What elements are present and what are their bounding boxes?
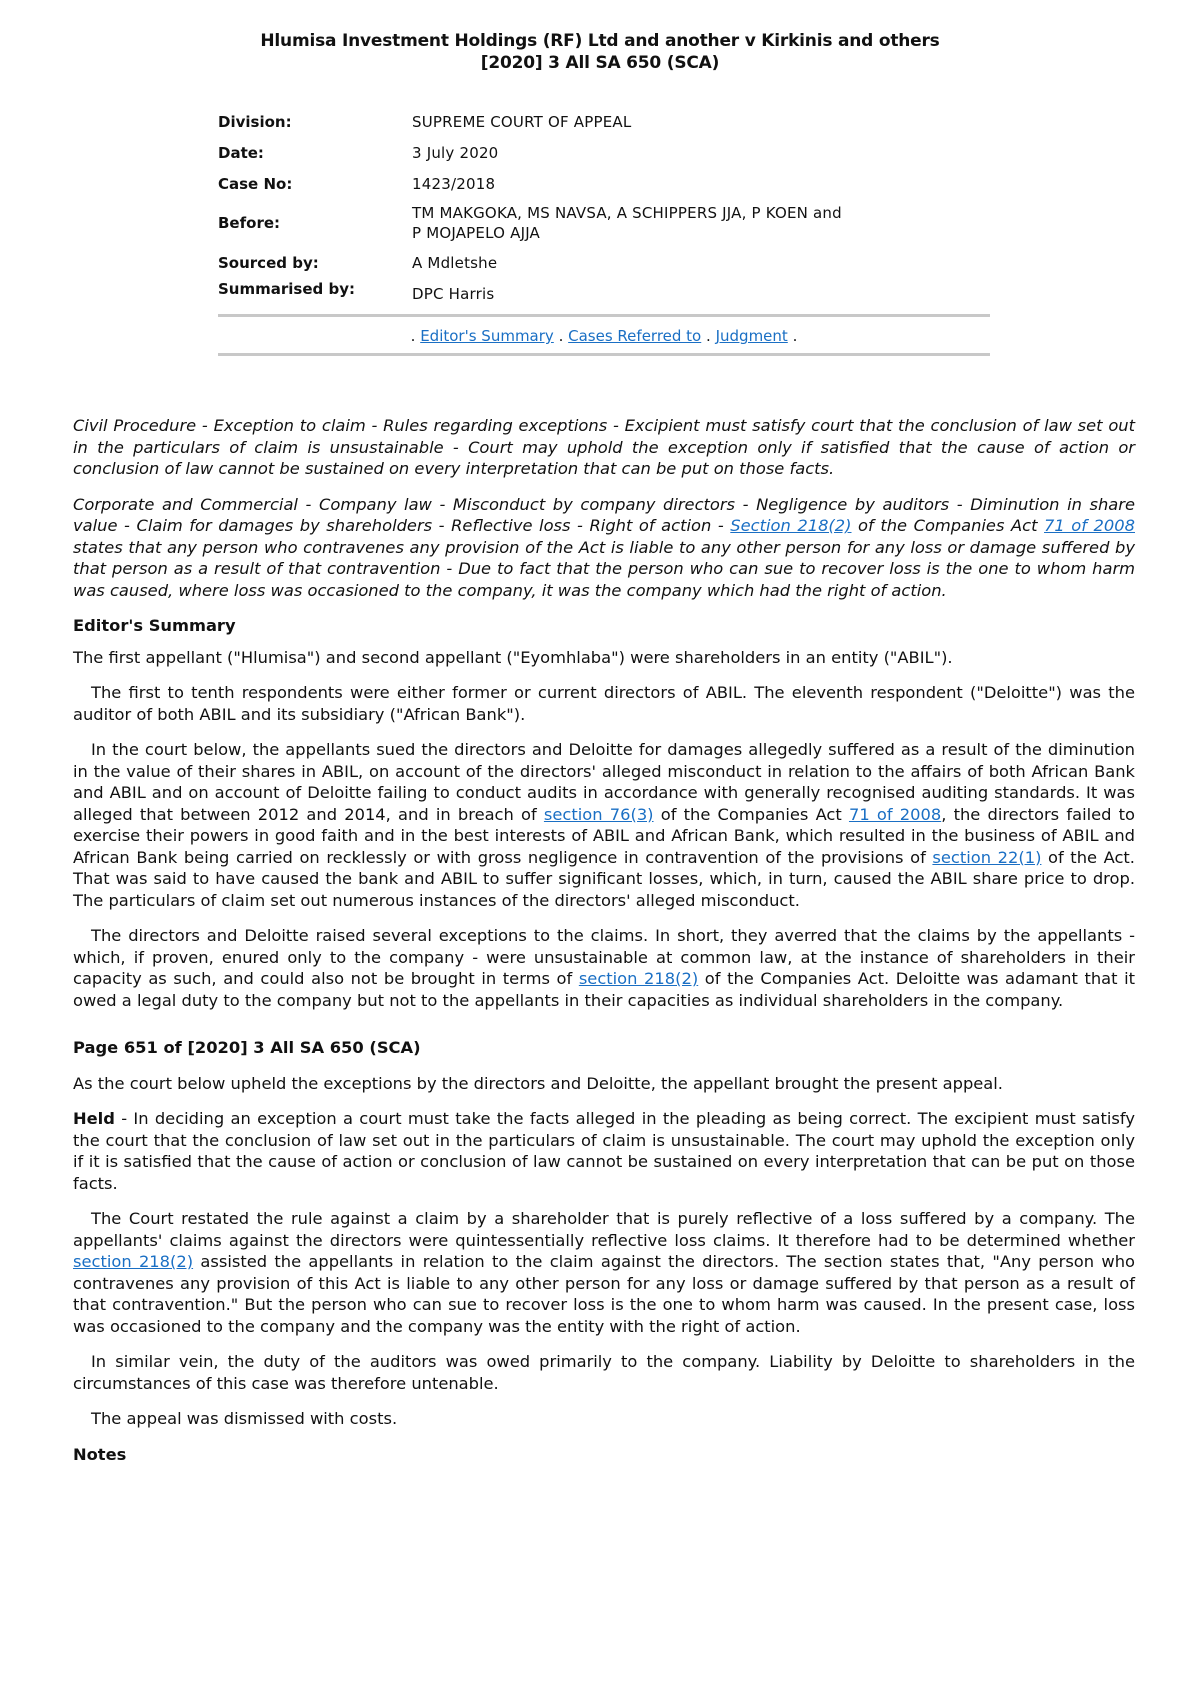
case-citation: [2020] 3 All SA 650 (SCA): [480, 53, 720, 73]
summary-paragraph: The first to tenth respondents were either former or current directors of ABIL. The eleventh respondent ("Deloitte") was the auditor of both ABIL and its subsidiary ("African Bank").: [73, 683, 1135, 724]
before-value-line2: P MOJAPELO AJJA: [412, 224, 541, 242]
date-label: Date:: [218, 143, 264, 162]
case-title-name: Hlumisa Investment Holdings (RF) Ltd and another v Kirkinis and others: [260, 31, 940, 51]
notes-heading: Notes: [73, 1444, 127, 1464]
meta-row-division: [218, 106, 990, 137]
held-paragraph: Held - In deciding an exception a court must take the facts alleged in the pleading as being correct. The excipient must satisfy the court that the conclusion of law set out in the particulars of claim is unsustainable. The court may uphold the exception only if it is satisfied that the cause of action or conclusion of law cannot be sustained on every interpretation that can be put on those facts.: [73, 1109, 1135, 1193]
summary-paragraph: The appeal was dismissed with costs.: [91, 1409, 398, 1428]
case-metadata: [218, 106, 990, 356]
page-header: Page 651 of [2020] 3 All SA 650 (SCA): [73, 1038, 421, 1057]
before-label: Before:: [218, 214, 281, 232]
before-value-line1: TM MAKGOKA, MS NAVSA, A SCHIPPERS JJA, P KOEN and: [412, 204, 842, 222]
link-act-71-of-2008[interactable]: 71 of 2008: [848, 804, 942, 824]
link-editors-summary[interactable]: Editor's Summary: [420, 327, 554, 345]
case-no-label: Case No:: [218, 174, 293, 193]
toc-separator: .: [410, 327, 416, 345]
held-label: Held: [73, 1109, 115, 1128]
case-title: [0, 30, 1200, 74]
summary-paragraph: As the court below upheld the exceptions by the directors and Deloitte, the appellant brought the present appeal.: [73, 1073, 1003, 1093]
meta-row-case-no: [218, 168, 990, 199]
link-judgment[interactable]: Judgment: [715, 327, 788, 345]
section-links: [218, 317, 990, 353]
division-value: SUPREME COURT OF APPEAL: [412, 112, 632, 131]
link-section-218-2[interactable]: Section 218(2): [730, 516, 852, 535]
link-section-218-2[interactable]: section 218(2): [73, 1252, 194, 1271]
summary-paragraph: The Court restated the rule against a claim by a shareholder that is purely reflective of a loss suffered by a company. The appellants' claims against the directors were quintessentially reflective loss claims. It therefore had to be determined whether section 218(2) assisted the appellants in relation to the claim against the directors. The section states that, "Any person who contravenes any provision of this Act is liable to any other person for any loss or damage suffered by that person as a result of that contravention." But the person who can sue to recover loss is the one to whom harm was caused. In the present case, loss was occasioned to the company and the company was the entity with the right of action.: [73, 1209, 1135, 1336]
sourced-label: Sourced by:: [218, 253, 319, 272]
summary-paragraph: The first appellant ("Hlumisa") and second appellant ("Eyomhlaba") were shareholders in an entity ("ABIL").: [73, 647, 953, 667]
link-section-218-2[interactable]: section 218(2): [578, 969, 699, 988]
summarised-value: DPC Harris: [412, 285, 495, 303]
summarised-label: Summarised by:: [218, 280, 355, 298]
summary-paragraph: The directors and Deloitte raised several exceptions to the claims. In short, they averred that the claims by the appellants - which, if proven, enured only to the company - were unsustainable at common law, at the instance of shareholders in their capacity as such, and could also not be brought in terms of section 218(2) of the Companies Act. Deloitte was adamant that it owed a legal duty to the company but not to the appellants in their capacities as individual shareholders in the company.: [73, 926, 1136, 1010]
meta-row-sourced: [218, 247, 990, 278]
case-no-value: 1423/2018: [412, 174, 496, 193]
meta-row-summarised: [218, 278, 990, 314]
link-section-76-3[interactable]: section 76(3): [543, 804, 654, 824]
link-act-71-of-2008[interactable]: 71 of 2008: [1044, 516, 1135, 535]
link-cases-referred-to[interactable]: Cases Referred to: [568, 327, 702, 345]
summary-paragraph: In the court below, the appellants sued the directors and Deloitte for damages allegedly suffered as a result of the diminution in the value of their shares in ABIL, on account of the directors' alleged misconduct in relation to the affairs of both African Bank and ABIL and on account of Deloitte failing to conduct audits in accordance with generally recognised auditing standards. It was alleged that between 2012 and 2014, and in breach of section 76(3) of the Companies Act 71 of 2008, the directors failed to exercise their powers in good faith and in the best interests of ABIL and African Bank, which resulted in the business of ABIL and African Bank being carried on recklessly or with gross negligence in contravention of the provisions of section 22(1) of the Act. That was said to have caused the bank and ABIL to suffer significant losses, which, in turn, caused the ABIL share price to drop. The particulars of claim set out numerous instances of the directors' alleged misconduct.: [73, 740, 1136, 910]
editors-summary-heading: Editor's Summary: [73, 616, 236, 635]
summary-paragraph: In similar vein, the duty of the auditors was owed primarily to the company. Liability by Deloitte to shareholders in the circumstances of this case was therefore untenable.: [73, 1352, 1135, 1393]
meta-row-before: [218, 199, 990, 247]
toc-separator: .: [792, 327, 798, 345]
catchword-corporate: Corporate and Commercial - Company law - Misconduct by company directors - Negligence by auditors - Diminution in share value - Claim for damages by shareholders - Reflective loss - Right of action - Section 218(2) of the Companies Act 71 of 2008 states that any person who contravenes any provision of the Act is liable to any other person for any loss or damage suffered by that person as a result of that contravention - Due to fact that the person who can sue to recover loss is the one to whom harm was caused, where loss was occasioned to the company, it was the company which had the right of action.: [73, 494, 1135, 600]
before-value: [412, 203, 990, 243]
document-body: [73, 415, 1135, 1475]
division-label: Division:: [218, 112, 292, 131]
divider-bottom: [218, 353, 990, 356]
meta-row-date: [218, 137, 990, 168]
sourced-value: A Mdletshe: [412, 253, 498, 272]
toc-separator: .: [558, 327, 564, 345]
date-value: 3 July 2020: [412, 143, 499, 162]
catchword-civil-procedure: Civil Procedure - Exception to claim - Rules regarding exceptions - Excipient must satisfy court that the conclusion of law set out in the particulars of claim is unsustainable - Court may uphold the exception only if satisfied that the cause of action or conclusion of law cannot be sustained on every interpretation that can be put on those facts.: [73, 416, 1135, 478]
link-section-22-1[interactable]: section 22(1): [932, 847, 1042, 867]
toc-separator: .: [706, 327, 711, 345]
